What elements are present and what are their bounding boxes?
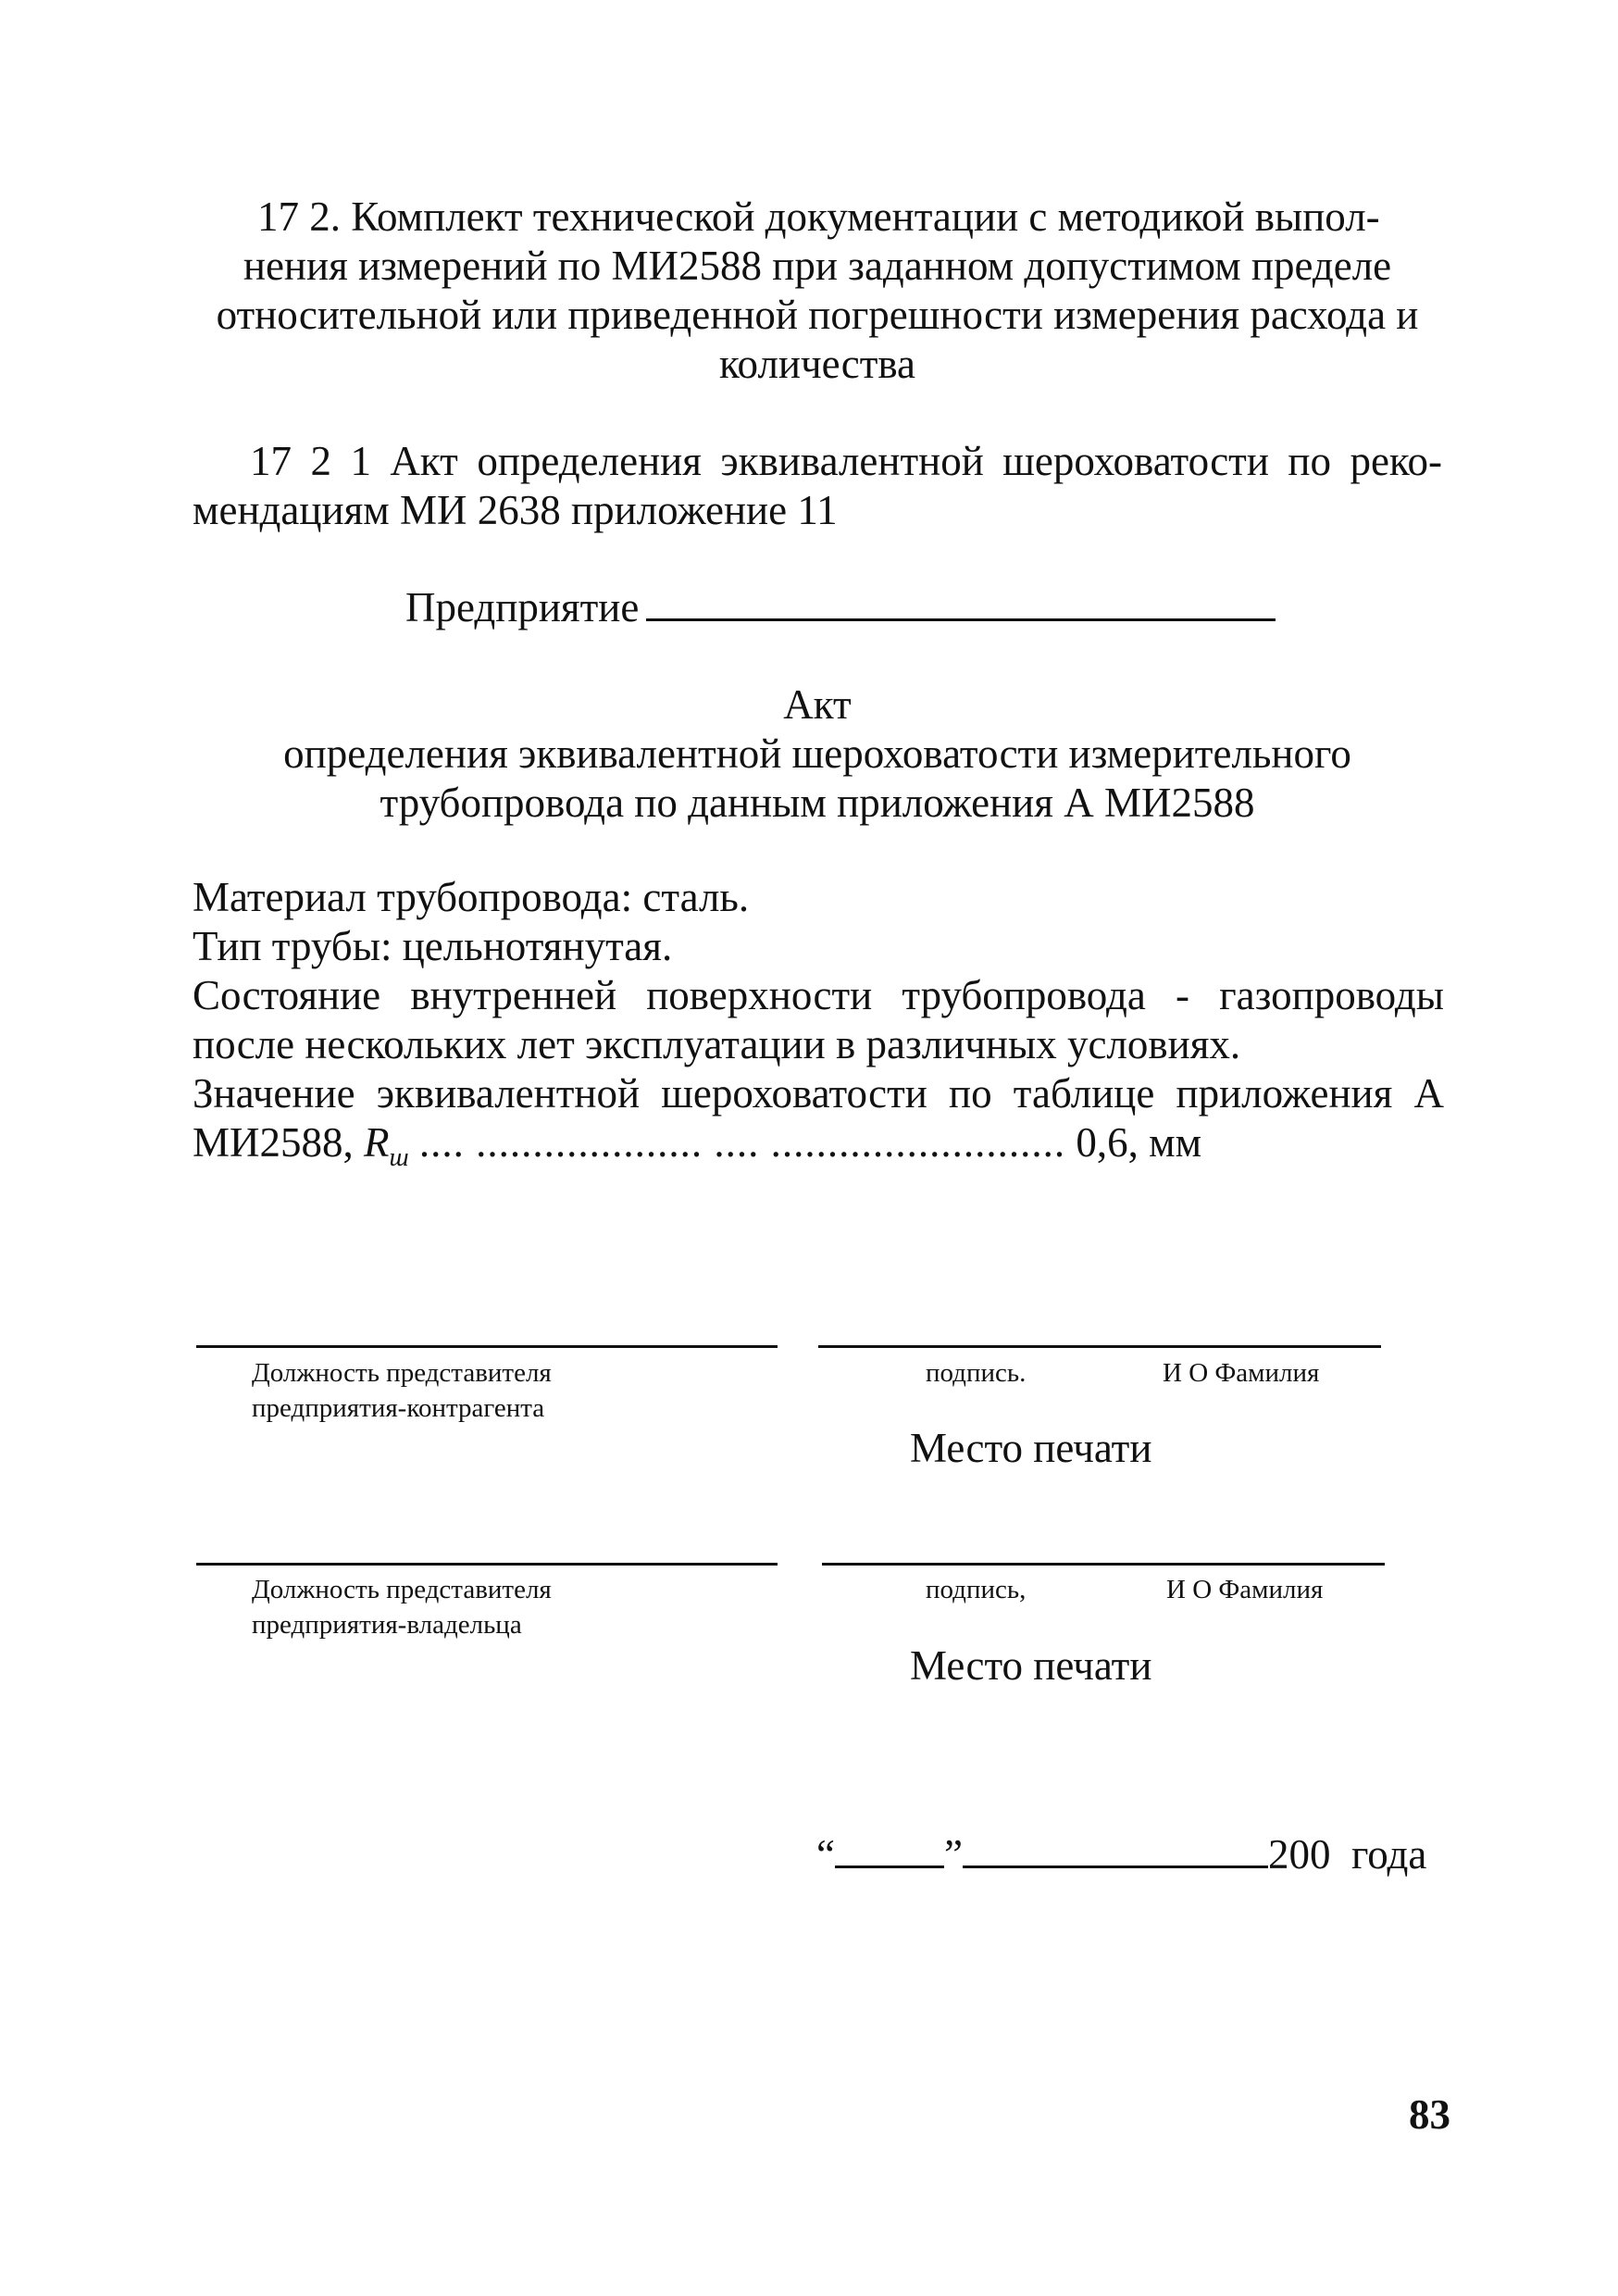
section-17-2-line3: относительной или приведенной погрешности измерения расхода и	[216, 292, 1419, 338]
date-month-blank[interactable]	[963, 1828, 1268, 1868]
pipeline-properties	[193, 873, 1444, 1182]
stamp-place-2: Место печати	[910, 1642, 1152, 1689]
position-caption-1-line2: предприятия-контрагента	[252, 1393, 545, 1423]
position-caption-1-line1: Должность представителя	[252, 1358, 552, 1388]
roughness-line1: Значение эквивалентной шероховатости по таблице приложения А	[193, 1070, 1444, 1117]
surface-line2: после нескольких лет эксплуатации в различных условиях.	[193, 1021, 1241, 1067]
section-17-2-1-paragraph	[193, 437, 1442, 535]
roughness-subscript: ш	[389, 1143, 409, 1172]
enterprise-label: Предприятие	[405, 584, 640, 630]
signature-caption-2: подпись,	[926, 1575, 1027, 1604]
roughness-leader-dots: .... .................... .... ..........................	[418, 1119, 1066, 1166]
page-number: 83	[1409, 2091, 1450, 2138]
material-line: Материал трубопровода: сталь.	[193, 874, 750, 920]
enterprise-field	[405, 581, 1276, 631]
roughness-symbol: R	[364, 1119, 390, 1166]
position-caption-2-line2: предприятия-владельца	[252, 1610, 522, 1640]
name-caption-2: И О Фамилия	[1166, 1575, 1324, 1604]
signature-caption-1: подпись.	[926, 1358, 1027, 1388]
surface-line1: Состояние внутренней поверхности трубопровода - газопроводы	[193, 972, 1444, 1018]
section-17-2-heading	[193, 193, 1442, 389]
position-caption-2	[252, 1572, 552, 1642]
act-subtitle-line2: трубопровода по данным приложения А МИ2588	[380, 780, 1255, 826]
position-caption-1	[252, 1355, 552, 1426]
position-line-1[interactable]	[196, 1345, 778, 1348]
date-year-text: 200 года	[1267, 1831, 1427, 1878]
section-17-2-line4: количества	[718, 341, 915, 387]
stamp-place-1: Место печати	[910, 1425, 1152, 1471]
signature-line-2[interactable]	[822, 1563, 1385, 1566]
signature-line-1[interactable]	[818, 1345, 1381, 1348]
position-caption-2-line1: Должность представителя	[252, 1575, 552, 1604]
position-line-2[interactable]	[196, 1563, 778, 1566]
section-17-2-1-line1: 17 2 1 Акт определения эквивалентной шероховатости по реко-	[250, 438, 1442, 484]
date-day-blank[interactable]	[835, 1828, 944, 1868]
roughness-standard: МИ2588,	[193, 1119, 354, 1166]
act-title: Акт	[783, 681, 852, 728]
name-caption-1: И О Фамилия	[1163, 1358, 1320, 1388]
enterprise-blank-line[interactable]	[646, 581, 1276, 621]
section-17-2-line1: 17 2. Комплект технической документации с методикой выпол-	[257, 193, 1380, 240]
section-17-2-1-line2: мендациям МИ 2638 приложение 11	[193, 487, 838, 533]
act-subtitle-line1: определения эквивалентной шероховатости измерительного	[283, 730, 1351, 777]
section-17-2-line2: нения измерений по МИ2588 при заданном допустимом пределе	[243, 243, 1392, 289]
act-title-block	[193, 680, 1442, 828]
date-field	[816, 1828, 1426, 1878]
date-close-quote: ”	[943, 1831, 963, 1878]
date-open-quote: “	[816, 1831, 835, 1878]
roughness-value: 0,6, мм	[1076, 1119, 1202, 1166]
pipe-type-line: Тип трубы: цельнотянутая.	[193, 923, 673, 969]
roughness-line2	[193, 1118, 1444, 1182]
